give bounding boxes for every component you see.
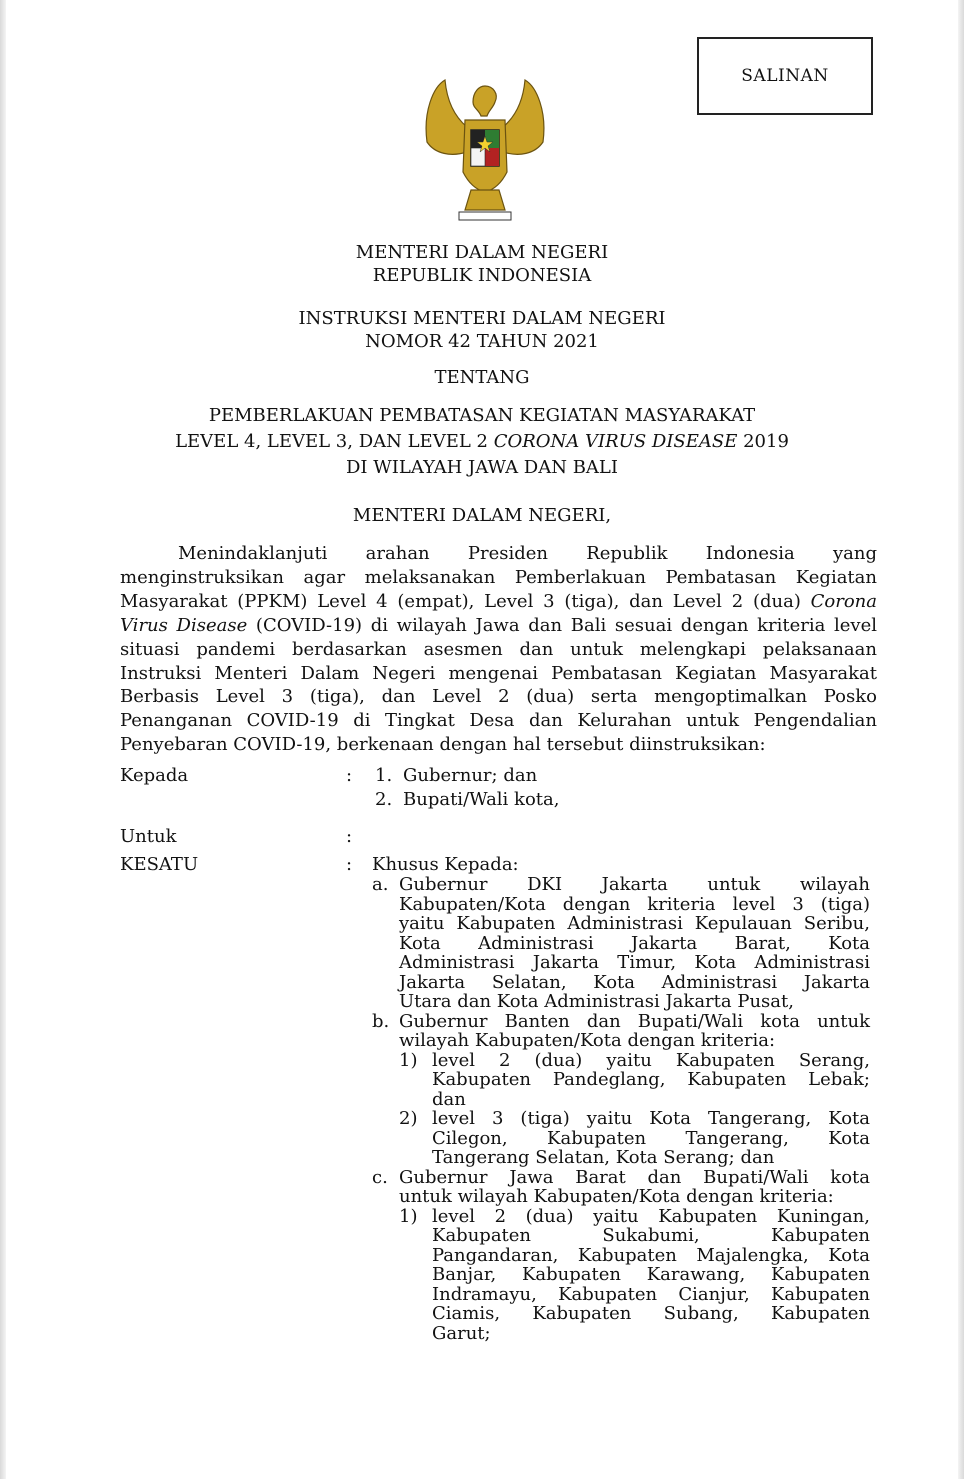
kesatu-label: KESATU	[120, 854, 199, 875]
item-b2-line: Tangerang Selatan, Kota Serang; dan	[432, 1147, 775, 1168]
kepada-item-2-text: Bupati/Wali kota,	[403, 789, 560, 810]
item-b-mark: b.	[372, 1010, 390, 1032]
item-c1-line: Kabupaten Sukabumi, Kabupaten	[432, 1225, 870, 1246]
item-b-line: wilayah Kabupaten/Kota dengan kriteria:	[399, 1030, 776, 1051]
signatory-heading: MENTERI DALAM NEGERI,	[352, 505, 612, 526]
item-c1-mark: 1)	[399, 1205, 418, 1227]
item-b1-line: dan	[432, 1088, 466, 1110]
subject-line-2	[0, 429, 964, 455]
item-a-line: Gubernur DKI Jakarta untuk wilayah	[399, 874, 870, 895]
kepada-item-1-num: 1.	[375, 765, 393, 786]
header-line-1: MENTERI DALAM NEGERI	[355, 242, 609, 263]
kesatu-colon: :	[346, 854, 353, 875]
preamble-part-1: Menindaklanjuti arahan Presiden Republik Indonesia yang menginstruksikan agar melaksanakan Pemberlakuan Pembatasan Kegiatan Masyarakat (PPKM) Level 4 (empat), Level 3 (tiga), dan Level 2 (dua)	[120, 543, 877, 612]
item-b-line: Gubernur Banten dan Bupati/Wali kota untuk	[399, 1010, 870, 1032]
subject-line-1: PEMBERLAKUAN PEMBATASAN KEGIATAN MASYARAKAT	[208, 405, 756, 426]
kepada-colon: :	[346, 765, 353, 786]
item-c-mark: c.	[372, 1166, 388, 1188]
header-line-2: REPUBLIK INDONESIA	[372, 265, 592, 286]
item-c1-line: Pangandaran, Kabupaten Majalengka, Kota	[432, 1244, 870, 1266]
item-a-line: Kabupaten/Kota dengan kriteria level 3 (tiga)	[399, 893, 870, 915]
item-b1-line: Kabupaten Pandeglang, Kabupaten Lebak;	[432, 1069, 870, 1090]
item-b2-line: Cilegon, Kabupaten Tangerang, Kota	[432, 1127, 870, 1149]
item-a-line: Kota Administrasi Jakarta Barat, Kota	[399, 932, 870, 954]
instruction-line-1: INSTRUKSI MENTERI DALAM NEGERI	[298, 308, 666, 329]
preamble-paragraph	[120, 542, 877, 757]
item-c1-line: Garut;	[432, 1322, 491, 1344]
item-b2-mark: 2)	[399, 1108, 418, 1129]
item-b1-line: level 2 (dua) yaitu Kabupaten Serang,	[432, 1049, 870, 1071]
subject-line-2a: LEVEL 4, LEVEL 3, DAN LEVEL 2	[175, 431, 494, 452]
untuk-colon: :	[346, 826, 353, 847]
subject-line-2-italic: CORONA VIRUS DISEASE	[493, 431, 738, 452]
kepada-item-2-num: 2.	[375, 789, 393, 810]
item-c1-line: level 2 (dua) yaitu Kabupaten Kuningan,	[432, 1205, 870, 1227]
page-shadow-right	[958, 0, 964, 1479]
subject-line-3: DI WILAYAH JAWA DAN BALI	[345, 457, 618, 478]
salinan-stamp: SALINAN	[697, 37, 873, 115]
untuk-label: Untuk	[120, 826, 177, 847]
item-a-line: yaitu Kabupaten Administrasi Kepulauan Seribu,	[399, 913, 870, 934]
instruction-line-2: NOMOR 42 TAHUN 2021	[365, 331, 599, 352]
item-a-line: Administrasi Jakarta Timur, Kota Administrasi	[399, 952, 870, 973]
item-c-line: Gubernur Jawa Barat dan Bupati/Wali kota	[399, 1166, 870, 1188]
item-a-mark: a.	[372, 874, 389, 895]
garuda-pancasila-emblem	[415, 72, 555, 222]
preamble-italic: Corona Virus Disease	[120, 590, 877, 636]
item-a-line: Utara dan Kota Administrasi Jakarta Pusat,	[399, 991, 794, 1012]
preamble-part-2: (COVID-19) di wilayah Jawa dan Bali sesuai dengan kriteria level situasi pandemi berdasarkan asesmen dan untuk melengkapi pelaksanaan Instruksi Menteri Dalam Negeri mengenai Pembatasan Kegiatan Masyarakat Berbasis Level 3 (tiga), dan Level 2 (dua) serta mengoptimalkan Posko Penanganan COVID-19 di Tingkat Desa dan Kelurahan untuk Pengendalian Penyebaran COVID-19, berkenaan dengan hal tersebut diinstruksikan:	[120, 614, 877, 756]
tentang-label: TENTANG	[434, 367, 530, 388]
instruction-title	[0, 307, 964, 353]
item-c1-line: Indramayu, Kabupaten Cianjur, Kabupaten	[432, 1283, 870, 1305]
item-b1-mark: 1)	[399, 1049, 418, 1071]
kesatu-intro: Khusus Kepada:	[372, 854, 519, 875]
item-c1-line: Ciamis, Kabupaten Subang, Kabupaten	[432, 1303, 870, 1324]
header-title	[0, 241, 964, 287]
kepada-item-1-text: Gubernur; dan	[403, 765, 538, 786]
item-b2-line: level 3 (tiga) yaitu Kota Tangerang, Kota	[432, 1108, 870, 1129]
subject-title	[0, 403, 964, 481]
item-c-line: untuk wilayah Kabupaten/Kota dengan kriteria:	[399, 1186, 834, 1207]
subject-line-2b: 2019	[737, 431, 789, 452]
kepada-label: Kepada	[120, 765, 189, 786]
item-a-line: Jakarta Selatan, Kota Administrasi Jakarta	[399, 971, 870, 993]
item-c1-line: Banjar, Kabupaten Karawang, Kabupaten	[432, 1264, 870, 1285]
